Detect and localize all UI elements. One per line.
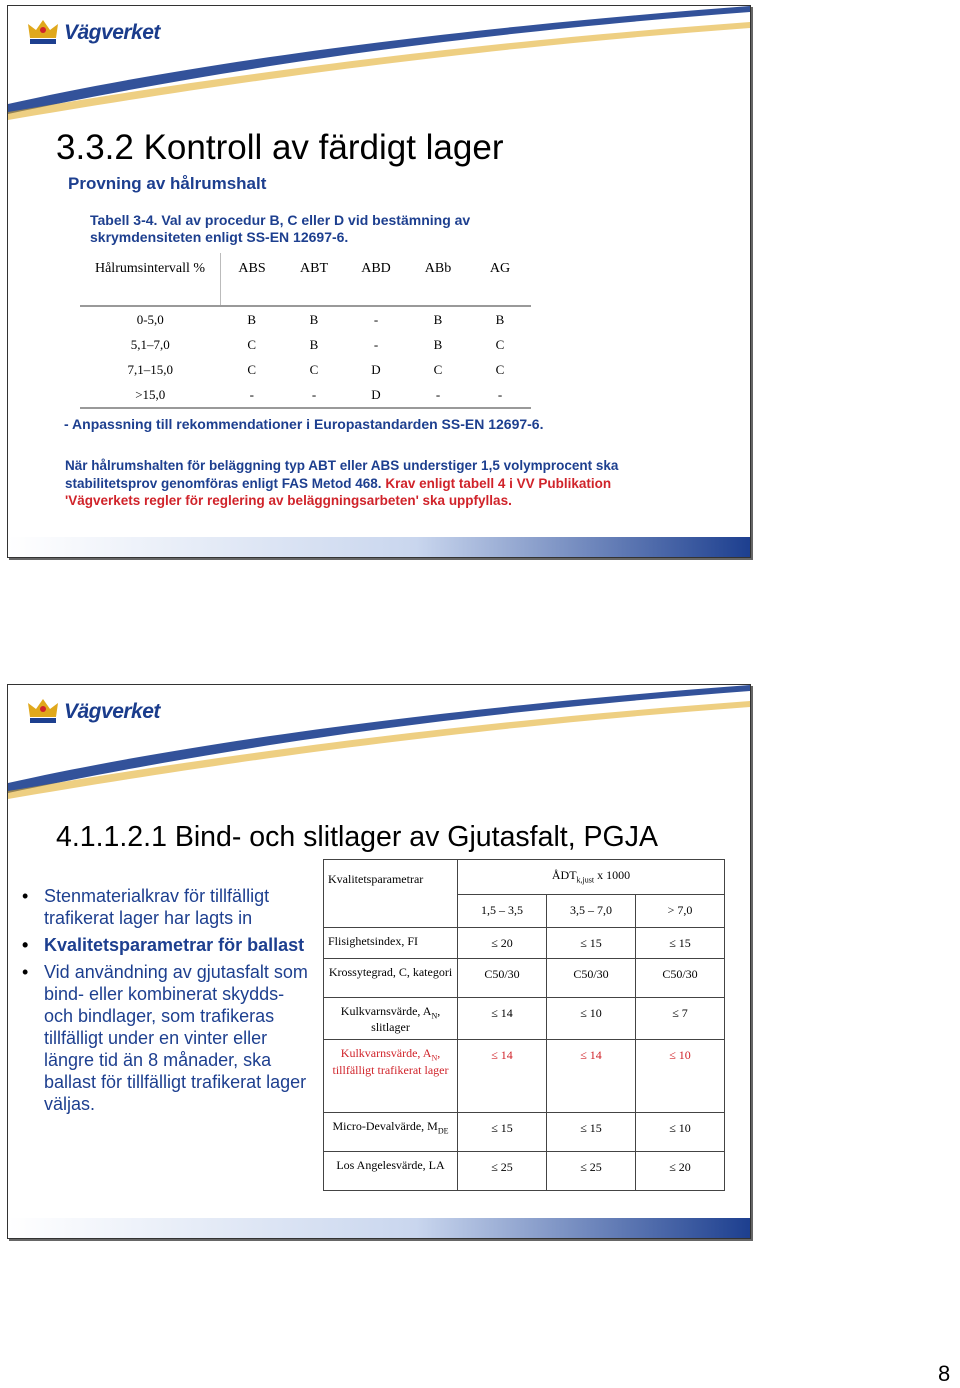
- value-cell: C50/30: [458, 959, 547, 998]
- param-cell: Los Angelesvärde, LA: [324, 1152, 458, 1191]
- header-cell: ABD: [345, 253, 407, 306]
- bullet-list: [22, 885, 318, 1120]
- range-cell: 1,5 – 3,5: [458, 895, 547, 928]
- bullet-text: Vid användning av gjutasfalt som bind- eller kombinerat skydds- och bindlager, som trafikeras tillfälligt under en vinter eller längre tid än 8 månader, ska ballast för tillfälligt trafikerat lager väljas.: [44, 962, 308, 1114]
- slide-2: [7, 684, 751, 1239]
- table-cell: B: [433, 311, 443, 327]
- header-cell: Hålrumsintervall %: [80, 253, 221, 306]
- param-cell: [324, 1040, 458, 1113]
- slide-subtitle: Provning av hålrumshalt: [68, 174, 267, 193]
- table-cell: D: [345, 382, 407, 408]
- table-cell: B: [309, 336, 319, 352]
- param-cell: [324, 1113, 458, 1152]
- param-name-suffix: , tillfälligt trafikerat lager: [332, 1046, 449, 1077]
- table-cell: B: [433, 336, 443, 352]
- value-cell: ≤ 10: [636, 1040, 725, 1113]
- table-header-row: [324, 860, 725, 895]
- value-cell: ≤ 14: [458, 998, 547, 1040]
- value-cell: ≤ 14: [547, 1040, 636, 1113]
- table-caption: Tabell 3-4. Val av procedur B, C eller D vid bestämning av skrymdensiteten enligt SS-EN 12697-6.: [90, 212, 471, 245]
- slide-header: [8, 685, 750, 805]
- table-cell: -: [469, 382, 531, 408]
- adt-sub: k,just: [576, 875, 595, 885]
- adt-header: [458, 860, 725, 895]
- value-cell: ≤ 10: [636, 1113, 725, 1152]
- param-sub: N: [431, 1011, 438, 1021]
- crown-icon: [26, 16, 60, 50]
- value-cell: ≤ 15: [458, 1113, 547, 1152]
- table-row: [324, 959, 725, 998]
- bullet-text: Kvalitetsparametrar för ballast: [44, 935, 305, 955]
- table-row: [80, 332, 531, 357]
- paragraph-red-text: Krav enligt tabell 4 i VV Publikation 'Vägverkets regler för reglering av beläggningsarbeten' ska uppfyllas.: [65, 475, 612, 508]
- bullet-dot-icon: •: [22, 962, 29, 982]
- header-cell: AG: [469, 253, 531, 306]
- table-cell: B: [495, 311, 505, 327]
- table-row: [80, 382, 531, 408]
- adt-suffix: x 1000: [594, 868, 631, 882]
- bullet-item: [22, 961, 318, 1115]
- value-cell: C50/30: [636, 959, 725, 998]
- table-cell: -: [373, 336, 379, 352]
- adt-label: ÅDT: [551, 868, 577, 882]
- value-cell: ≤ 15: [547, 1113, 636, 1152]
- quality-table: [323, 859, 725, 1191]
- value-cell: ≤ 7: [636, 998, 725, 1040]
- table-cell: 5,1–7,0: [130, 336, 170, 352]
- table-row-highlight: [324, 1040, 725, 1113]
- table-cell: B: [309, 311, 319, 327]
- table-cell: 0-5,0: [136, 311, 164, 327]
- param-name: Micro-Devalvärde, M: [332, 1119, 438, 1134]
- value-cell: ≤ 15: [636, 928, 725, 959]
- table-row: [80, 306, 531, 332]
- table-cell: B: [247, 311, 257, 327]
- vagverket-logo: [26, 16, 160, 50]
- param-name: Kulkvarnsvärde, A: [340, 1046, 432, 1061]
- header-cell: ABT: [283, 253, 345, 306]
- table-cell: D: [371, 361, 381, 377]
- param-sub: N: [431, 1053, 438, 1063]
- header-cell: ABS: [221, 253, 284, 306]
- footer-bar: [8, 537, 750, 557]
- slide-header: [8, 6, 750, 126]
- table-cell: -: [407, 382, 469, 408]
- bullet-text: Stenmaterialkrav för tillfälligt trafikerat lager har lagts in: [44, 886, 270, 928]
- table-cell: -: [221, 382, 284, 408]
- crown-icon: [26, 695, 60, 729]
- slide-1: [7, 5, 751, 558]
- bullet-item: [22, 885, 318, 929]
- table-cell: C: [309, 361, 319, 377]
- value-cell: ≤ 20: [636, 1152, 725, 1191]
- page-number: 8: [938, 1361, 951, 1386]
- bullet-dot-icon: •: [22, 886, 29, 906]
- logo-text: Vägverket: [64, 21, 160, 44]
- param-cell: Flisighetsindex, FI: [324, 928, 458, 959]
- vagverket-logo: [26, 695, 160, 729]
- standard-note: - Anpassning till rekommendationer i Europastandarden SS-EN 12697-6.: [64, 416, 544, 432]
- table-row: [324, 998, 725, 1040]
- param-sub: DE: [437, 1126, 449, 1136]
- paragraph-text: När hålrumshalten för beläggning typ ABT eller ABS understiger 1,5 volymprocent ska stabilitetsprov genomföras enligt FAS Metod 468.: [65, 458, 619, 491]
- table-cell: C: [495, 361, 505, 377]
- procedure-table: [80, 253, 531, 409]
- param-cell: Krossytegrad, C, kategori: [324, 959, 458, 998]
- value-cell: ≤ 25: [547, 1152, 636, 1191]
- footer-bar: [8, 1218, 750, 1238]
- value-cell: ≤ 20: [458, 928, 547, 959]
- logo-text: Vägverket: [64, 700, 160, 723]
- table-cell: -: [373, 311, 379, 327]
- table-row: [324, 1113, 725, 1152]
- value-cell: C50/30: [547, 959, 636, 998]
- table-cell: C: [433, 361, 443, 377]
- bullet-item: [22, 934, 318, 956]
- table-cell: >15,0: [80, 382, 221, 408]
- table-cell: C: [247, 336, 257, 352]
- table-header-row: [80, 253, 531, 306]
- table-cell: C: [247, 361, 257, 377]
- bullet-dot-icon: •: [22, 935, 29, 955]
- requirement-paragraph: [65, 457, 685, 510]
- value-cell: ≤ 14: [458, 1040, 547, 1113]
- value-cell: ≤ 10: [547, 998, 636, 1040]
- slide-title: 3.3.2 Kontroll av färdigt lager: [56, 128, 504, 167]
- value-cell: ≤ 25: [458, 1152, 547, 1191]
- range-cell: 3,5 – 7,0: [547, 895, 636, 928]
- slide-title: 4.1.1.2.1 Bind- och slitlager av Gjutasfalt, PGJA: [56, 821, 658, 853]
- param-cell: [324, 998, 458, 1040]
- param-header: Kvalitetsparametrar: [324, 860, 458, 928]
- range-cell: > 7,0: [636, 895, 725, 928]
- table-row: [80, 357, 531, 382]
- value-cell: ≤ 15: [547, 928, 636, 959]
- table-cell: 7,1–15,0: [127, 361, 173, 377]
- header-cell: ABb: [407, 253, 469, 306]
- table-cell: C: [495, 336, 505, 352]
- table-row: [324, 1152, 725, 1191]
- table-cell: -: [283, 382, 345, 408]
- param-name: Kulkvarnsvärde, A: [340, 1004, 432, 1018]
- param-name-suffix: , slitlager: [371, 1004, 441, 1035]
- table-row: [324, 928, 725, 959]
